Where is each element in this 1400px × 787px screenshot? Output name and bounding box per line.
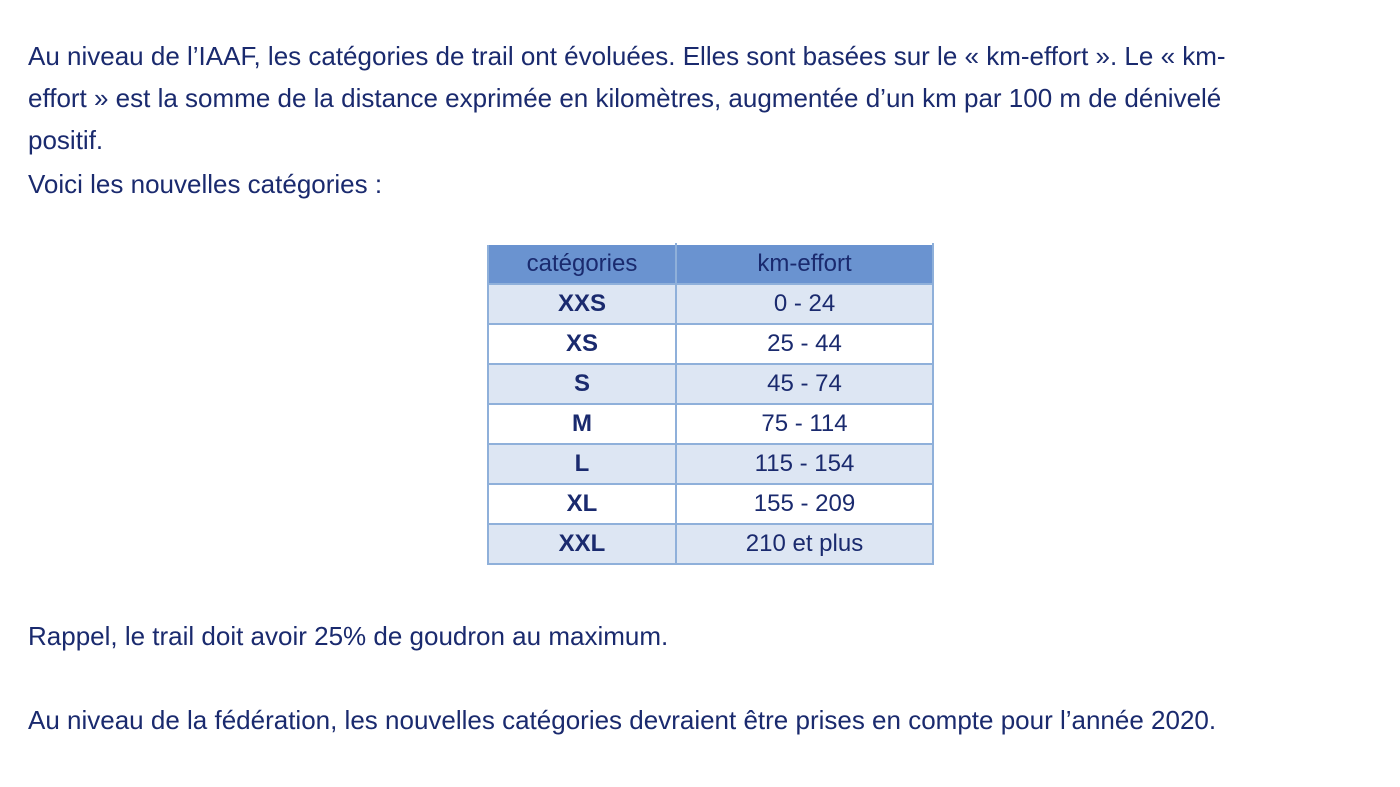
category-code: XXS <box>488 284 676 324</box>
categories-table <box>487 243 934 565</box>
table-header-row <box>488 244 933 284</box>
category-code: XXL <box>488 524 676 564</box>
rappel-paragraph: Rappel, le trail doit avoir 25% de goudron au maximum. <box>28 621 669 651</box>
federation-paragraph: Au niveau de la fédération, les nouvelles catégories devraient être prises en compte pour l’année 2020. <box>28 705 1217 735</box>
intro-paragraph-line-2: effort » est la somme de la distance exprimée en kilomètres, augmentée d’un km par 100 m de dénivelé <box>28 83 1222 113</box>
intro-paragraph-line-3: positif. <box>28 125 104 155</box>
table-row <box>488 444 933 484</box>
category-code: XS <box>488 324 676 364</box>
km-effort-range: 0 - 24 <box>676 284 933 324</box>
table-row <box>488 284 933 324</box>
table-row <box>488 324 933 364</box>
km-effort-range: 210 et plus <box>676 524 933 564</box>
table-row <box>488 404 933 444</box>
table-row <box>488 364 933 404</box>
category-code: XL <box>488 484 676 524</box>
km-effort-range: 75 - 114 <box>676 404 933 444</box>
table-row <box>488 524 933 564</box>
km-effort-range: 25 - 44 <box>676 324 933 364</box>
intro-paragraph-line-1: Au niveau de l’IAAF, les catégories de trail ont évoluées. Elles sont basées sur le « km-effort ». Le « km- <box>28 41 1226 71</box>
category-code: S <box>488 364 676 404</box>
km-effort-range: 155 - 209 <box>676 484 933 524</box>
header-categories: catégories <box>488 244 676 284</box>
category-code: M <box>488 404 676 444</box>
category-code: L <box>488 444 676 484</box>
intro-paragraph-line-4: Voici les nouvelles catégories : <box>28 169 383 199</box>
header-km-effort: km-effort <box>676 244 933 284</box>
table-row <box>488 484 933 524</box>
km-effort-range: 45 - 74 <box>676 364 933 404</box>
km-effort-range: 115 - 154 <box>676 444 933 484</box>
